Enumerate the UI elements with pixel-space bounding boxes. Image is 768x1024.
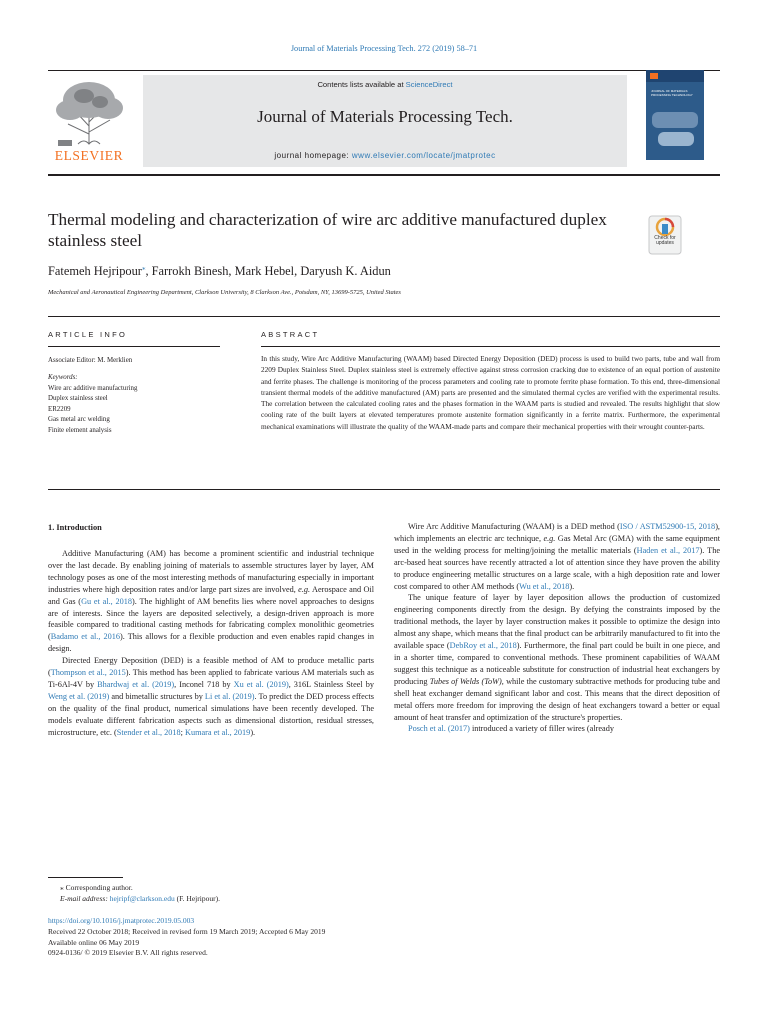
cover-image-2 [658, 132, 694, 146]
author-sep: , [228, 264, 235, 279]
citation-link[interactable]: Badamo et al., 2016 [50, 632, 120, 642]
text-run: , Inconel 718 by [174, 679, 234, 689]
email-suffix: (F. Hejripour). [174, 894, 220, 904]
text-run: The unique feature of layer by layer deposition allows the production of customized engineering components directly from the design. By defying the constraints imposed by the traditional methods, the layer by layer construction makes it possible to optimize the design into almost any shape, which means that the final product can be arbitrarily manufactured to fit into the available space ( [394, 593, 720, 651]
text-run: introduced a variety of filler wires (already [469, 724, 614, 734]
left-column [48, 548, 374, 739]
info-top-rule [48, 316, 720, 317]
text-run: ; [180, 727, 186, 737]
text-run: Aerospace and Oil and Gas ( [48, 584, 375, 606]
footnotes [48, 882, 220, 905]
article-title: Thermal modeling and characterization of wire arc additive manufactured duplex stainless steel [48, 210, 607, 250]
citation-link[interactable]: Bhardwaj et al. (2019) [97, 679, 175, 689]
text-run: and bimetallic structures by [109, 691, 205, 701]
paragraph [48, 655, 374, 738]
text-run: , while the customary subtractive methods for producing tube and shell heat exchanger demand significant labor and cost. This means that the direct deposition of metal offers more freedom for improving the design of heat exchangers toward a better or equal amount of heat transfer and optimization of the structure's properties. [394, 676, 720, 722]
contents-available [143, 80, 627, 89]
abstract-bottom-rule [48, 489, 720, 490]
journal-homepage [143, 151, 627, 160]
abstract-text: In this study, Wire Arc Additive Manufacturing (WAAM) based Directed Energy Deposition (DED) process is used to build two parts, tube and wall from 2209 Duplex Stainless Steel. Duplex stainless steel is extremely effective against stress corrosion cracking due to existence of an equal portion of austenite and ferrite phases. The challenge is monitoring of the process parameters and cooling rate to promote ferrite phase formation. To this end, three-dimensional transient thermal models of the additive manufactured (AM) parts are presented and the simulated thermal cycles are verified with the experimental results. The correlation between the calculated cooling rates and the phases formation in the WAAM parts is studied and revealed. The results highlight that slow cooling rate of the built layers at elevated temperatures promote austenite formation significantly in a ferrite matrix. Furthermore, the experimental mechanical examinations will illustrate the quality of the WAAM-made parts and compare their mechanical properties with their wrought counter-parts. [261, 354, 720, 431]
homepage-prefix: journal homepage: [274, 151, 352, 160]
citation-link[interactable]: DebRoy et al., 2018 [449, 641, 517, 651]
author-name[interactable]: Fatemeh Hejripour [48, 264, 142, 279]
citation-link[interactable]: Gu et al., 2018 [81, 596, 133, 606]
abstract-heading: ABSTRACT [261, 330, 320, 339]
citation-link[interactable]: Weng et al. (2019) [48, 691, 110, 701]
citation-link[interactable]: Li et al. (2019) [204, 691, 255, 701]
cover-image-1 [652, 112, 698, 128]
keyword-item: ER2209 [48, 405, 71, 413]
text-run: ). The arc-based heat sources have recently attracted a lot of attention since they have proven the ability to produce engineering metallic structures on a large scale, with a high deposition rate and lower cost compared to other AM methods ( [394, 545, 720, 591]
text-run: Additive Manufacturing (AM) has become a prominent scientific and industrial technique over the last decade. By enabling joining of materials to assemble structures layer by layer, AM technology poses as one of the most interesting methods of manufacturing especially in important industries where high deposition rates and/or large part sizes are involved, [48, 549, 374, 594]
keyword-item: Gas metal arc welding [48, 416, 110, 424]
corresponding-author-note: ⁎ Corresponding author. [60, 883, 133, 892]
text-run: Gas Metal Arc (GMA) with the same equipment used in the welding process for melting/joining the metallic materials ( [394, 533, 720, 555]
text-run: ). This method has been applied to fabricate various AM materials such as Ti-6Al-4V by [48, 668, 374, 689]
header-top-rule [48, 70, 720, 71]
citation-link[interactable]: Posch et al. (2017) [408, 724, 470, 734]
text-run: , 316L Stainless Steel by [288, 679, 374, 689]
paragraph [48, 548, 374, 655]
article-info-heading: ARTICLE INFO [48, 330, 128, 339]
keyword-item: Wire arc additive manufacturing [48, 384, 138, 392]
keyword-item: Duplex stainless steel [48, 395, 108, 403]
text-run: ), which implements an electric arc technique, [394, 522, 720, 543]
elsevier-wordmark: ELSEVIER [54, 148, 124, 163]
citation-link[interactable]: Thompson et al., 2015 [50, 668, 126, 678]
paragraph [394, 592, 720, 723]
text-run: ). Furthermore, the final part could be built in one piece, and in a shorter time, compared to conventional methods. These prominent capabilities of WAAM suggest this technique as a noticeable substitute for construction of industrial heat exchangers by producing [394, 641, 721, 686]
citation-link[interactable]: Wu et al., 2018 [519, 581, 570, 591]
text-run: Directed Energy Deposition (DED) is a feasible method of AM to produce metallic parts ( [48, 656, 374, 678]
paragraph [394, 521, 720, 592]
email-link[interactable]: hejripf@clarkson.edu [109, 894, 175, 904]
text-run: Tubes of Welds (ToW) [429, 676, 502, 686]
author-affiliation: Mechanical and Aeronautical Engineering Department, Clarkson University, 8 Clarkson Ave., Potsdam, NY, 13699-5725, United States [48, 289, 401, 296]
citation-link[interactable]: Kumara et al., 2019 [185, 727, 251, 737]
author-name[interactable]: Daryush K. Aidun [300, 264, 391, 279]
available-online: Available online 06 May 2019 [48, 937, 140, 947]
associate-editor: Associate Editor: M. Merklien [48, 357, 133, 364]
author-list [48, 264, 391, 279]
paragraph [394, 723, 720, 735]
right-column [394, 521, 720, 735]
section-heading-introduction: 1. Introduction [48, 523, 102, 532]
keyword-item: Finite element analysis [48, 426, 112, 434]
cover-title: JOURNAL OF MATERIALS PROCESSING TECHNOLOGY [651, 89, 693, 97]
header-bottom-rule [48, 174, 720, 176]
email-label: E-mail address: [60, 894, 110, 904]
doi-link[interactable]: https://doi.org/10.1016/j.jmatprotec.2019.05.003 [48, 916, 195, 925]
abstract-rule [261, 346, 720, 347]
footnote-rule [48, 877, 123, 878]
text-run: ). This allows for a flexible production and even enables rapid changes in design. [48, 632, 374, 654]
received-dates: Received 22 October 2018; Received in revised form 19 March 2019; Accepted 6 May 2019 [48, 926, 326, 936]
publication-info [48, 916, 325, 959]
keywords-block [48, 373, 238, 437]
author-sep: , [294, 264, 301, 279]
journal-cover-image [646, 70, 704, 160]
author-name[interactable]: Farrokh Binesh [151, 264, 229, 279]
homepage-link[interactable]: www.elsevier.com/locate/jmatprotec [351, 151, 496, 160]
citation-link[interactable]: ISO / ASTM52900-15, 2018 [619, 522, 716, 531]
citation-link[interactable]: Xu et al. (2019) [233, 679, 289, 689]
article-info-rule [48, 346, 220, 347]
check-for-updates-label: Check for updates [654, 235, 676, 247]
cover-logo-mark [650, 73, 658, 79]
text-run: ). [569, 581, 575, 591]
sciencedirect-link[interactable]: ScienceDirect [405, 80, 453, 89]
author-name[interactable]: Mark Hebel [234, 264, 295, 279]
corresponding-mark[interactable]: ⁎ [141, 264, 146, 272]
text-run: e.g. [543, 533, 556, 543]
citation-link[interactable]: Stender et al., 2018 [116, 727, 181, 737]
citation-link[interactable]: Haden et al., 2017 [636, 545, 700, 555]
text-run: Wire Arc Additive Manufacturing (WAAM) is a DED method ( [408, 522, 620, 531]
text-run: ). [250, 727, 256, 737]
text-run: e.g. [298, 584, 311, 594]
author-sep: , [145, 264, 152, 279]
journal-citation-link[interactable]: Journal of Materials Processing Tech. 272 (2019) 58–71 [290, 44, 478, 53]
keywords-label: Keywords: [48, 374, 78, 381]
email-note [48, 893, 220, 904]
copyright: 0924-0136/ © 2019 Elsevier B.V. All rights reserved. [48, 948, 208, 958]
contents-prefix: Contents lists available at [317, 80, 406, 89]
text-run: ). The highlight of AM benefits lies where novel approaches to designs are of interests. Since the layers are deposited selectively, a design-driven approach is more feasible compared to traditional casting methods for fabricating complex monolithic geometries ( [48, 596, 374, 642]
journal-title: Journal of Materials Processing Tech. [257, 107, 513, 126]
text-run: . To predict the DED process effects on the quality of the final product, numerical simulations have been recently developed. The models evaluate different fabrication aspects such as dimensional distortion, residual stresses, microstructure, etc. ( [48, 691, 375, 737]
